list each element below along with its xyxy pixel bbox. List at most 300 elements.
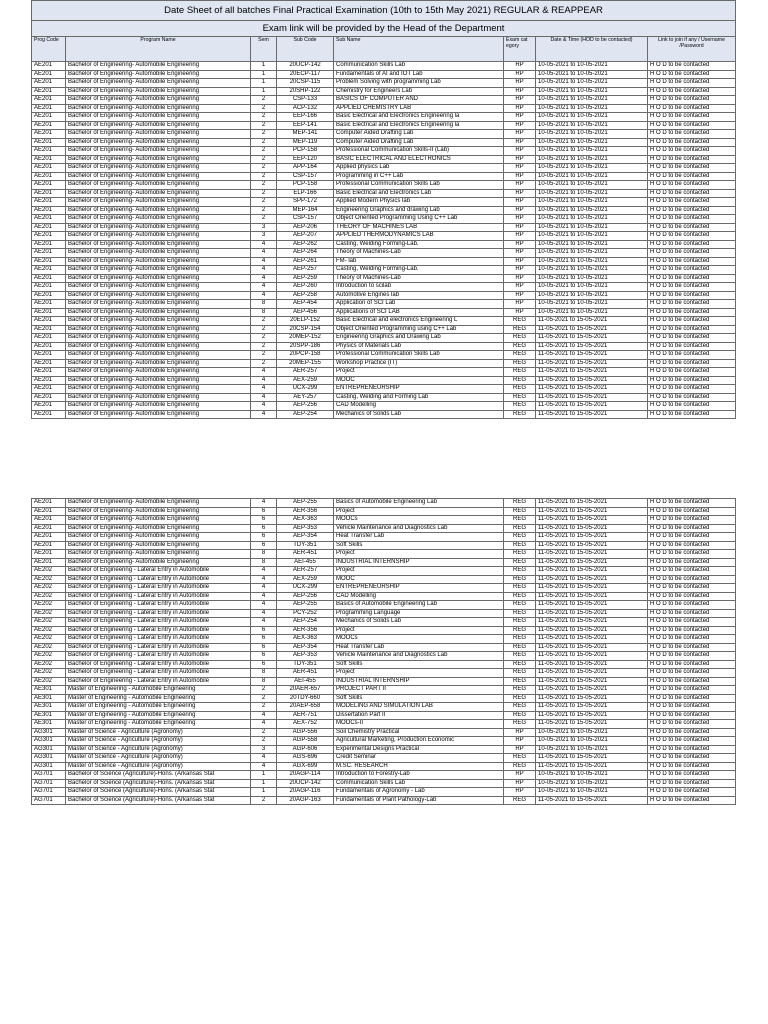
subname-cell: Physics of Materials Lab [334,342,504,351]
category-cell: REG [504,575,536,584]
subcode-cell: AEP-354 [277,533,334,542]
table-row [32,96,736,105]
subcode-cell: MEP-164 [277,206,334,215]
datetime-cell: 11-05-2021 to 15-05-2021 [536,601,648,610]
program-name-cell: Bachelor of Engineering- Automobile Engineering [66,79,251,88]
category-cell: RP [504,223,536,232]
datetime-cell: 11-05-2021 to 15-05-2021 [536,575,648,584]
subname-cell: INDUSTRIAL INTERNSHIP [334,558,504,567]
sem-cell: 8 [251,300,277,309]
table-row [32,796,736,805]
sem-cell: 6 [251,643,277,652]
prog-code-cell: AE202 [32,652,66,661]
datetime-cell: 10-05-2021 to 10-05-2021 [536,266,648,275]
table-row [32,567,736,576]
datetime-cell: 10-05-2021 to 10-05-2021 [536,155,648,164]
table-row [32,138,736,147]
subcode-cell: 20ECP-117 [277,70,334,79]
prog-code-cell: AE201 [32,223,66,232]
subname-cell: Computer Aided Drafting Lab [334,130,504,139]
table-row [32,79,736,88]
subcode-cell: 20SHP-122 [277,87,334,96]
subcode-cell: AER-451 [277,550,334,559]
subcode-cell: AEP-261 [277,257,334,266]
datetime-cell: 11-05-2021 to 15-05-2021 [536,524,648,533]
table-row [32,291,736,300]
link-cell: H O D to be contacted [648,575,736,584]
subname-cell: Casting, Welding Forming-Lab. [334,266,504,275]
datetime-cell: 10-05-2021 to 10-05-2021 [536,70,648,79]
table-row [32,164,736,173]
datetime-cell: 11-05-2021 to 15-05-2021 [536,385,648,394]
table-row [32,499,736,508]
prog-code-cell: AE201 [32,79,66,88]
sem-cell: 2 [251,172,277,181]
datetime-cell: 10-05-2021 to 10-05-2021 [536,223,648,232]
program-name-cell: Bachelor of Engineering- Automobile Engineering [66,499,251,508]
link-cell: H O D to be contacted [648,771,736,780]
category-cell: REG [504,609,536,618]
table-row [32,87,736,96]
sem-cell: 4 [251,410,277,419]
program-name-cell: Bachelor of Engineering- Automobile Engineering [66,240,251,249]
table-row [32,325,736,334]
subname-cell: Vehicle Maintenance and Diagnostics Lab [334,524,504,533]
sem-cell: 4 [251,592,277,601]
link-cell: H O D to be contacted [648,121,736,130]
subcode-cell: AEP-255 [277,499,334,508]
category-cell: RP [504,79,536,88]
category-cell: RP [504,104,536,113]
subname-cell: Programming Language [334,609,504,618]
subcode-cell: MEP-141 [277,130,334,139]
subname-cell: Mechanics of Solids Lab [334,618,504,627]
program-name-cell: Bachelor of Engineering- Automobile Engineering [66,533,251,542]
program-name-cell: Master of Engineering - Automobile Engineering [66,720,251,729]
datetime-cell: 11-05-2021 to 15-05-2021 [536,499,648,508]
sem-cell: 2 [251,113,277,122]
link-cell: H O D to be contacted [648,104,736,113]
prog-code-cell: AE201 [32,317,66,326]
subname-cell: Application of SCI Lab [334,300,504,309]
datetime-cell: 11-05-2021 to 15-05-2021 [536,626,648,635]
subcode-cell: AEI-455 [277,558,334,567]
subname-cell: INDUSTRIAL INTERNSHIP [334,677,504,686]
date-sheet-table-1 [31,0,736,419]
category-cell: REG [504,342,536,351]
program-name-cell: Bachelor of Engineering- Automobile Engineering [66,376,251,385]
subcode-cell: AEP-256 [277,402,334,411]
program-name-cell: Bachelor of Engineering - Lateral Entry in Automobile [66,626,251,635]
link-cell: H O D to be contacted [648,410,736,419]
sem-cell: 2 [251,130,277,139]
subcode-cell: AEP-254 [277,410,334,419]
category-cell: REG [504,567,536,576]
subcode-cell: 20AEP-658 [277,703,334,712]
prog-code-cell: AE201 [32,334,66,343]
category-cell: REG [504,541,536,550]
program-name-cell: Bachelor of Engineering - Lateral Entry in Automobile [66,592,251,601]
subcode-cell: CSP-157 [277,172,334,181]
subcode-cell: 20MEP-155 [277,359,334,368]
program-name-cell: Bachelor of Engineering- Automobile Engineering [66,291,251,300]
table-row [32,130,736,139]
sem-cell: 4 [251,754,277,763]
prog-code-cell: AE201 [32,249,66,258]
table-row [32,507,736,516]
subcode-cell: AEP-207 [277,232,334,241]
link-cell: H O D to be contacted [648,788,736,797]
prog-code-cell: AG301 [32,745,66,754]
category-cell: RP [504,206,536,215]
program-name-cell: Bachelor of Engineering - Lateral Entry in Automobile [66,635,251,644]
table-row [32,762,736,771]
subname-cell: ENTREPRENEURSHIP [334,584,504,593]
prog-code-cell: AE201 [32,215,66,224]
link-cell: H O D to be contacted [648,567,736,576]
datetime-cell: 10-05-2021 to 10-05-2021 [536,181,648,190]
datetime-cell: 10-05-2021 to 10-05-2021 [536,788,648,797]
header-sem: Sem [251,37,277,62]
subname-cell: Automotive Engines lab [334,291,504,300]
prog-code-cell: AE201 [32,181,66,190]
link-cell: H O D to be contacted [648,524,736,533]
datetime-cell: 11-05-2021 to 15-05-2021 [536,410,648,419]
datetime-cell: 11-05-2021 to 15-05-2021 [536,584,648,593]
category-cell: RP [504,779,536,788]
subname-cell: Communication Skills Lab [334,779,504,788]
link-cell: H O D to be contacted [648,232,736,241]
subname-cell: Project [334,669,504,678]
category-cell: REG [504,584,536,593]
link-cell: H O D to be contacted [648,257,736,266]
header-subname: Sub Name [334,37,504,62]
category-cell: REG [504,524,536,533]
sem-cell: 2 [251,96,277,105]
subcode-cell: 20AER-657 [277,686,334,695]
subname-cell: Project [334,567,504,576]
subname-cell: MOOCs-II [334,720,504,729]
program-name-cell: Bachelor of Engineering- Automobile Engineering [66,317,251,326]
subname-cell: Professional Communication Skills-II (Lab) [334,147,504,156]
program-name-cell: Bachelor of Engineering- Automobile Engineering [66,283,251,292]
category-cell: RP [504,181,536,190]
datetime-cell: 10-05-2021 to 10-05-2021 [536,113,648,122]
subcode-cell: AGP-606 [277,745,334,754]
subname-cell: Project [334,368,504,377]
datetime-cell: 10-05-2021 to 10-05-2021 [536,138,648,147]
datetime-cell: 10-05-2021 to 10-05-2021 [536,164,648,173]
subname-cell: Project [334,550,504,559]
subname-cell: THEORY OF MACHINES LAB [334,223,504,232]
datetime-cell: 11-05-2021 to 15-05-2021 [536,720,648,729]
prog-code-cell: AE201 [32,499,66,508]
datetime-cell: 11-05-2021 to 15-05-2021 [536,368,648,377]
datetime-cell: 10-05-2021 to 10-05-2021 [536,215,648,224]
sem-cell: 4 [251,584,277,593]
prog-code-cell: AE201 [32,325,66,334]
program-name-cell: Bachelor of Engineering- Automobile Engineering [66,215,251,224]
subcode-cell: 20AGP-114 [277,771,334,780]
sem-cell: 6 [251,507,277,516]
link-cell: H O D to be contacted [648,779,736,788]
subname-cell: Casting, Welding and Forming Lab [334,393,504,402]
subcode-cell: AER-356 [277,507,334,516]
category-cell: REG [504,601,536,610]
table-row [32,516,736,525]
program-name-cell: Bachelor of Engineering- Automobile Engineering [66,198,251,207]
table-row [32,376,736,385]
sem-cell: 4 [251,575,277,584]
prog-code-cell: AE201 [32,147,66,156]
sem-cell: 2 [251,342,277,351]
link-cell: H O D to be contacted [648,283,736,292]
subname-cell: Heat Transfer Lab [334,533,504,542]
subname-cell: Applied Modern Physics lab [334,198,504,207]
datetime-cell: 11-05-2021 to 15-05-2021 [536,533,648,542]
sem-cell: 2 [251,121,277,130]
program-name-cell: Master of Engineering - Automobile Engineering [66,703,251,712]
subcode-cell: AER-451 [277,669,334,678]
link-cell: H O D to be contacted [648,609,736,618]
program-name-cell: Bachelor of Engineering- Automobile Engineering [66,334,251,343]
sem-cell: 4 [251,567,277,576]
subcode-cell: AEP-257 [277,266,334,275]
table-row [32,393,736,402]
prog-code-cell: AE201 [32,368,66,377]
link-cell: H O D to be contacted [648,317,736,326]
link-cell: H O D to be contacted [648,147,736,156]
sem-cell: 2 [251,796,277,805]
subcode-cell: AER-751 [277,711,334,720]
sem-cell: 2 [251,155,277,164]
link-cell: H O D to be contacted [648,291,736,300]
subcode-cell: CSP-157 [277,215,334,224]
prog-code-cell: AE201 [32,104,66,113]
link-cell: H O D to be contacted [648,215,736,224]
sem-cell: 2 [251,334,277,343]
datetime-cell: 11-05-2021 to 15-05-2021 [536,359,648,368]
prog-code-cell: AG701 [32,771,66,780]
subcode-cell: MEP-119 [277,138,334,147]
category-cell: REG [504,711,536,720]
category-cell: RP [504,198,536,207]
program-name-cell: Bachelor of Engineering- Automobile Engineering [66,516,251,525]
prog-code-cell: AE201 [32,155,66,164]
table-row [32,172,736,181]
sem-cell: 2 [251,737,277,746]
subname-cell: Mechanics of Solids Lab [334,410,504,419]
prog-code-cell: AE201 [32,410,66,419]
table-row [32,694,736,703]
sem-cell: 4 [251,385,277,394]
link-cell: H O D to be contacted [648,652,736,661]
prog-code-cell: AG301 [32,762,66,771]
subcode-cell: AGX-699 [277,762,334,771]
subcode-cell: APP-164 [277,164,334,173]
link-cell: H O D to be contacted [648,266,736,275]
sem-cell: 3 [251,745,277,754]
prog-code-cell: AE201 [32,402,66,411]
link-cell: H O D to be contacted [648,274,736,283]
category-cell: RP [504,96,536,105]
prog-code-cell: AE201 [32,507,66,516]
table-row [32,703,736,712]
subcode-cell: AEP-354 [277,643,334,652]
link-cell: H O D to be contacted [648,138,736,147]
program-name-cell: Bachelor of Engineering- Automobile Engineering [66,138,251,147]
table-row [32,584,736,593]
datetime-cell: 10-05-2021 to 10-05-2021 [536,104,648,113]
table-row [32,121,736,130]
prog-code-cell: AG701 [32,796,66,805]
subname-cell: CAD Modelling [334,402,504,411]
category-cell: REG [504,410,536,419]
category-cell: REG [504,703,536,712]
table-row [32,215,736,224]
sem-cell: 2 [251,181,277,190]
subcode-cell: ACP-132 [277,104,334,113]
sem-cell: 4 [251,720,277,729]
program-name-cell: Bachelor of Engineering - Lateral Entry in Automobile [66,660,251,669]
table-row [32,720,736,729]
subcode-cell: AGP-556 [277,728,334,737]
link-cell: H O D to be contacted [648,130,736,139]
sem-cell: 6 [251,660,277,669]
sem-cell: 4 [251,249,277,258]
sem-cell: 6 [251,524,277,533]
link-cell: H O D to be contacted [648,368,736,377]
datetime-cell: 11-05-2021 to 15-05-2021 [536,558,648,567]
sem-cell: 1 [251,779,277,788]
category-cell: REG [504,385,536,394]
program-name-cell: Bachelor of Engineering - Lateral Entry in Automobile [66,584,251,593]
link-cell: H O D to be contacted [648,402,736,411]
prog-code-cell: AE201 [32,385,66,394]
table-row [32,660,736,669]
sem-cell: 1 [251,87,277,96]
program-name-cell: Bachelor of Engineering- Automobile Engineering [66,351,251,360]
table-row [32,274,736,283]
sheet-title: Date Sheet of all batches Final Practical Examination (10th to 15th May 2021) REGULAR & REAPPEAR [32,1,736,21]
category-cell: RP [504,70,536,79]
link-cell: H O D to be contacted [648,762,736,771]
subcode-cell: AEX-363 [277,516,334,525]
prog-code-cell: AE301 [32,686,66,695]
table-row [32,334,736,343]
program-name-cell: Bachelor of Engineering- Automobile Engineering [66,104,251,113]
subname-cell: Basics of Automobile Engineering Lab [334,499,504,508]
table-row [32,677,736,686]
sem-cell: 2 [251,138,277,147]
category-cell: REG [504,550,536,559]
table-row [32,635,736,644]
sem-cell: 2 [251,198,277,207]
program-name-cell: Bachelor of Engineering- Automobile Engineering [66,130,251,139]
sem-cell: 4 [251,711,277,720]
link-cell: H O D to be contacted [648,643,736,652]
category-cell: REG [504,762,536,771]
link-cell: H O D to be contacted [648,359,736,368]
program-name-cell: Bachelor of Science (Agriculture)-Hons. (Arkansas Stat [66,788,251,797]
subname-cell: Fundamentals of AI and IOT Lab [334,70,504,79]
datetime-cell: 10-05-2021 to 10-05-2021 [536,189,648,198]
category-cell: REG [504,533,536,542]
prog-code-cell: AE202 [32,601,66,610]
sem-cell: 4 [251,291,277,300]
sem-cell: 6 [251,516,277,525]
table-row [32,104,736,113]
subcode-cell: AEP-260 [277,283,334,292]
sem-cell: 2 [251,317,277,326]
sem-cell: 6 [251,541,277,550]
category-cell: REG [504,516,536,525]
datetime-cell: 10-05-2021 to 10-05-2021 [536,283,648,292]
subname-cell: Soil Chemistry Practical [334,728,504,737]
subcode-cell: AER-257 [277,368,334,377]
prog-code-cell: AE201 [32,393,66,402]
table-row [32,550,736,559]
program-name-cell: Bachelor of Engineering- Automobile Engineering [66,147,251,156]
sem-cell: 4 [251,376,277,385]
table-row [32,643,736,652]
link-cell: H O D to be contacted [648,155,736,164]
table-row [32,669,736,678]
sem-cell: 6 [251,635,277,644]
sem-cell: 2 [251,325,277,334]
prog-code-cell: AE202 [32,669,66,678]
subname-cell: APPLIED THERMODYNAMICS LAB [334,232,504,241]
sem-cell: 2 [251,147,277,156]
category-cell: REG [504,317,536,326]
subcode-cell: 20UCP-142 [277,62,334,71]
link-cell: H O D to be contacted [648,113,736,122]
header-subcode: Sub Code [277,37,334,62]
prog-code-cell: AE201 [32,359,66,368]
sem-cell: 4 [251,609,277,618]
program-name-cell: Bachelor of Engineering- Automobile Engineering [66,558,251,567]
category-cell: RP [504,737,536,746]
datetime-cell: 11-05-2021 to 15-05-2021 [536,351,648,360]
program-name-cell: Bachelor of Engineering- Automobile Engineering [66,359,251,368]
subcode-cell: 20SPP-186 [277,342,334,351]
program-name-cell: Bachelor of Engineering- Automobile Engineering [66,257,251,266]
subcode-cell: AER-356 [277,626,334,635]
category-cell: REG [504,660,536,669]
subcode-cell: 20ELP-152 [277,317,334,326]
table-row [32,70,736,79]
table-row [32,385,736,394]
program-name-cell: Bachelor of Engineering- Automobile Engineering [66,155,251,164]
sem-cell: 2 [251,189,277,198]
table-row [32,601,736,610]
category-cell: REG [504,694,536,703]
datetime-cell: 10-05-2021 to 10-05-2021 [536,240,648,249]
table-row [32,342,736,351]
table-row [32,402,736,411]
table-row [32,609,736,618]
subname-cell: MOOC [334,575,504,584]
prog-code-cell: AE201 [32,96,66,105]
subname-cell: MOOCs [334,516,504,525]
subcode-cell: AEP-454 [277,300,334,309]
link-cell: H O D to be contacted [648,499,736,508]
prog-code-cell: AE201 [32,232,66,241]
subcode-cell: AGP-558 [277,737,334,746]
prog-code-cell: AE201 [32,164,66,173]
sem-cell: 8 [251,558,277,567]
prog-code-cell: AE201 [32,541,66,550]
